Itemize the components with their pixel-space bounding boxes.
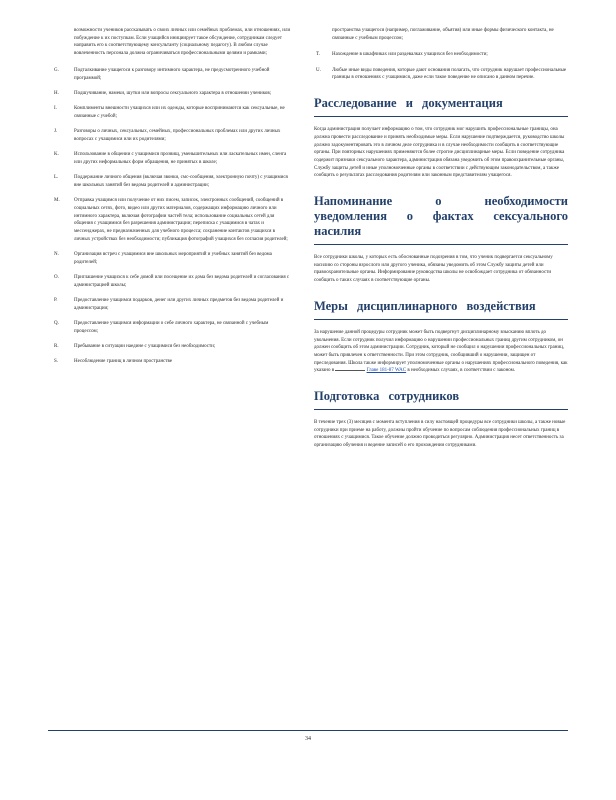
wac-link[interactable]: Главе 181-87 WAC (366, 368, 407, 374)
list-item-text: Использование в общении с учащимися прозвищ, уменьшительных или ласкательных имен, сленга или других неформальных форм обращения, не принятых в школе; (74, 152, 287, 165)
list-item-letter: M. (54, 198, 60, 204)
list-item-letter: P. (54, 297, 58, 303)
section-heading: Меры дисциплинарного воздействия (314, 298, 536, 313)
blank-underline (335, 370, 365, 371)
list-item-text: Отправка учащимся или получение от них писем, записок, электронных сообщений, сообщений в социальных сетях, фото, видео или других материалов, содержащих информацию личного или интимного характера, включая фотографии частей тела; использование социальных сетей для общения с учащимися без разрешения администрации; переписка с учащимися в чатах и мессенджерах, не предназначенных для учебного процесса; сохранение контактов учащихся в личных устройствах без необходимости; публикация фотографий учащихся без согласия родителей; (74, 198, 288, 242)
list-item (314, 67, 568, 82)
list-item-letter: Q. (54, 320, 59, 326)
list-item (48, 297, 292, 312)
right-column (314, 27, 568, 450)
list-item-letter: T. (316, 52, 320, 58)
left-column (48, 27, 292, 374)
list-item-text: Предоставление учащимся подарков, денег или других личных предметов без ведома родителей и администрации; (74, 297, 284, 311)
list-item-letter: N. (54, 251, 59, 257)
discipline-text-before: За нарушение данной процедуры сотрудник может быть подвергнут дисциплинарному взысканию вплоть до увольнения. Если сотрудник получил информацию о нарушении профессиональных границ другим сотрудником, он должен сообщить об этом администрации. Сотрудник, который не сообщил о нарушении профессиональных границ, может быть привлечен к ответственности. При этом сотрудник, сообщивший о нарушении, защищен от преследования. Школа также информирует уполномоченные органы о нарушениях профессионального поведения, как указано в (314, 329, 568, 374)
section-text: В течение трех (3) месяцев с момента вступления в силу настоящей процедуры все сотрудники школы, а также новые сотрудники при приеме на работу, должны пройти обучение по вопросам соблюдения профессиональных границ в отношениях с учащимися. Такое обучение должно проводиться регулярно. Администрация несет ответственность за организацию обучения и ведение записей о его прохождении сотрудниками. (314, 420, 566, 449)
list-item-letter: J. (54, 129, 58, 135)
list-item (48, 343, 292, 351)
discipline-text-after: в необходимых случаях, в соответствии с законом. (407, 368, 516, 374)
heading-rule (314, 409, 568, 410)
list-item (48, 128, 292, 143)
list-item (48, 197, 292, 243)
list-item-text: Организация встреч с учащимися вне школьных мероприятий и учебных занятий без ведома родителей; (74, 251, 272, 265)
list-item-text: Подшучивание, намеки, шутки или вопросы сексуального характера в отношении учеников; (74, 90, 272, 96)
list-item-text: Подталкивание учащегося к разговору интимного характера, не предусмотренного учебной программой; (74, 67, 270, 81)
list-item-text: Пребывание в ситуации наедине с учащимися без необходимости; (74, 343, 216, 349)
left-list (48, 67, 292, 366)
section-text (314, 329, 568, 375)
list-item-letter: I. (54, 106, 57, 112)
list-item (48, 67, 292, 82)
section-reminder (314, 194, 568, 285)
list-item-letter: S. (54, 359, 59, 365)
list-item-text: Разговоры о личных, сексуальных, семейных, профессиональных проблемах или других личных вопросах с учащимися или их родителями; (74, 129, 281, 142)
list-item-letter: G. (54, 67, 59, 73)
list-item-text: Поддержание личного общения (включая звонки, смс-сообщения, электронную почту) с учащимися вне школьных занятий без ведома родителей и администрации; (74, 175, 288, 188)
page-number: 34 (305, 736, 311, 742)
list-item-text: Комплименты внешности учащихся или их одежды, которые воспринимаются как сексуальные, не связанные с учебой; (74, 106, 285, 119)
section-heading: Подготовка сотрудников (314, 389, 460, 404)
section-text: Когда администрация получает информацию о том, что сотрудник мог нарушить профессиональные границы, она должна провести расследование и принять необходимые меры. Если нарушение подтверждается, руководство школы должно задокументировать это в личном деле сотрудника и в случае необходимости сообщить в соответствующие органы. При повторных нарушениях применяются более строгие дисциплинарные меры. Если поведение сотрудника содержит признаки сексуального характера, администрация обязана уведомить об этом правоохранительные органы, Службу защиты детей и иные уполномоченные органы в соответствии с действующим законодательством, а также сообщить о результатах расследования родителям или законным представителям учащегося. (314, 127, 565, 179)
list-item (48, 274, 292, 289)
list-item (48, 320, 292, 335)
heading-rule (314, 319, 568, 320)
section-discipline (314, 299, 568, 375)
left-continuation-text: возможности учеников рассказывать о своих личных или семейных проблемах, или отношениях, или побуждение к их поступкам. Если учащийся инициирует такое обсуждение, сотрудникам следует направить его к соответствующему консультанту (социальному педагогу). В любом случае вовлеченность персонала должна ограничиваться профессиональными целями и рамками; (74, 28, 291, 57)
section-investigation (314, 96, 568, 180)
section-heading: Расследование и документация (314, 96, 503, 111)
list-item (48, 358, 292, 366)
list-item-text: Нахождение в шкафчиках или раздевалках учащихся без необходимости; (332, 52, 488, 58)
list-item (48, 251, 292, 266)
list-item (48, 105, 292, 120)
heading-rule (314, 244, 568, 245)
list-item-text: Любые иные виды поведения, которые дают основания полагать, что сотрудник нарушает профессиональные границы в отношениях с учащимися, даже если такое поведение не описано в данном перечне. (332, 67, 567, 81)
footer-rule (48, 730, 568, 731)
list-item (314, 51, 568, 59)
list-item-letter: H. (54, 90, 59, 96)
list-item (48, 151, 292, 166)
list-item-text: Приглашение учащихся к себе домой или посещение их дома без ведома родителей и согласования с администрацией школы; (74, 274, 290, 288)
list-item (48, 174, 292, 189)
list-item-letter: R. (54, 343, 59, 349)
list-item-letter: U. (316, 67, 321, 73)
section-text: Все сотрудники школы, у которых есть обоснованные подозрения в том, что ученик подвергается сексуальному насилию со стороны взрослого или другого ученика, обязаны уведомить об этом Службу защиты детей или правоохранительные органы. Информирование руководства школы не освобождает сотрудника от обязанности сообщить о таких случаях в соответствующие органы. (314, 255, 553, 284)
list-item-letter: K. (54, 152, 59, 158)
section-training (314, 389, 568, 450)
list-item-letter: O. (54, 274, 59, 280)
list-item-text: Несоблюдение границ в личном пространстве (74, 359, 173, 365)
list-item (48, 90, 292, 98)
section-heading: Напоминание о необходимости уведомления о фактах сексуального насилия (314, 194, 568, 239)
right-continuation-text: пространства учащегося (например, поглаживание, объятия) или иные формы физического контакта, не связанные с учебным процессом; (332, 28, 554, 41)
heading-rule (314, 116, 568, 117)
list-item-letter: L. (54, 175, 59, 181)
right-list (314, 51, 568, 82)
list-item-text: Предоставление учащимся информации о себе личного характера, не связанной с учебным процессом; (74, 320, 269, 334)
